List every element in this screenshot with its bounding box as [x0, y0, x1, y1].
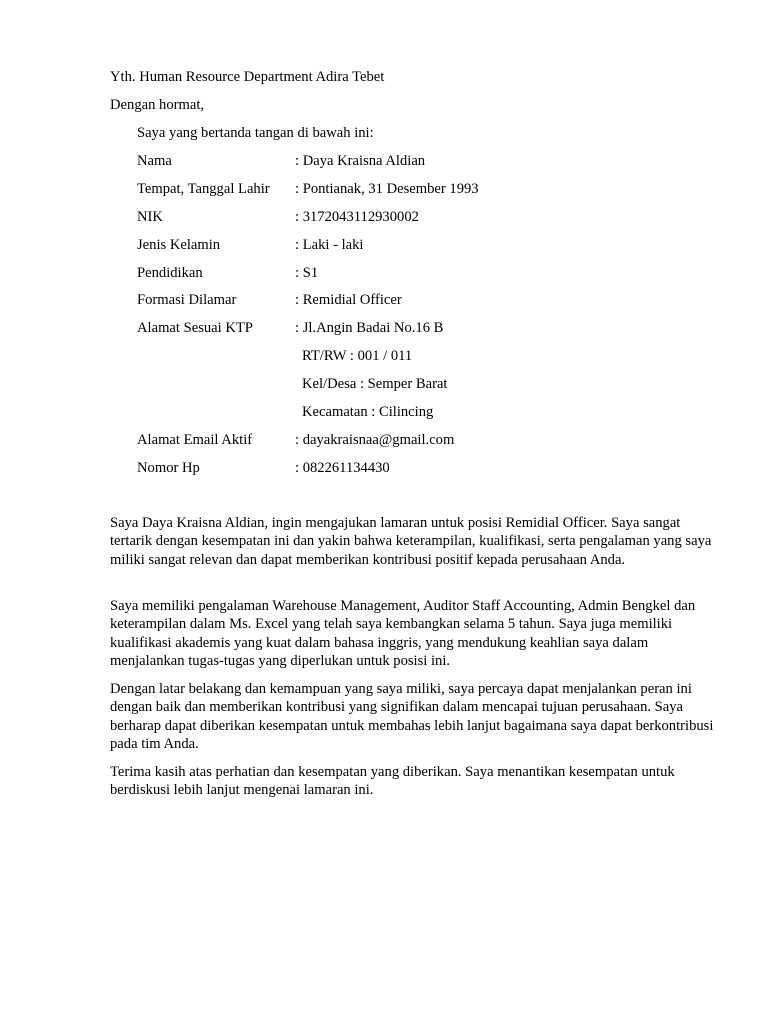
field-value: : dayakraisnaa@gmail.com [295, 432, 455, 448]
field-label: Nama [137, 153, 172, 169]
field-value: : Pontianak, 31 Desember 1993 [295, 181, 479, 197]
field-label: Alamat Email Aktif [137, 432, 253, 448]
field-label: Alamat Sesuai KTP [137, 320, 253, 336]
field-label: Jenis Kelamin [137, 237, 221, 253]
field-value: : Jl.Angin Badai No.16 B [295, 320, 444, 336]
paragraph-background: Dengan latar belakang dan kemampuan yang saya miliki, saya percaya dapat menjalankan peran ini dengan baik dan memberikan kontribusi yang signifikan dalam mencapai tujuan perusahaan. Saya berharap dapat diberikan kesempatan untuk membahas lebih lanjut bagaimana saya dapat berkontribusi pada tim Anda. [110, 681, 714, 753]
field-value: : Laki - laki [295, 237, 364, 253]
paragraph-closing: Terima kasih atas perhatian dan kesempatan yang diberikan. Saya menantikan kesempatan untuk berdiskusi lebih lanjut mengenai lamaran ini. [110, 764, 675, 799]
field-label: Pendidikan [137, 265, 203, 281]
field-value: : Remidial Officer [295, 292, 402, 308]
field-label: Tempat, Tanggal Lahir [137, 181, 270, 197]
field-value: : 082261134430 [295, 460, 390, 476]
field-label: Formasi Dilamar [137, 292, 237, 308]
field-label: Nomor Hp [137, 460, 200, 476]
field-value: : Daya Kraisna Aldian [295, 153, 426, 169]
intro-line: Saya yang bertanda tangan di bawah ini: [137, 125, 374, 141]
field-label: NIK [137, 209, 163, 225]
recipient-line: Yth. Human Resource Department Adira Tebet [110, 69, 385, 85]
greeting: Dengan hormat, [110, 97, 205, 113]
address-kel-desa: Kel/Desa : Semper Barat [302, 376, 448, 392]
field-value: : 3172043112930002 [295, 209, 419, 225]
paragraph-experience: Saya memiliki pengalaman Warehouse Management, Auditor Staff Accounting, Admin Bengkel dan keterampilan dalam Ms. Excel yang telah saya kembangkan selama 5 tahun. Saya juga memiliki kualifikasi akademis yang kuat dalam bahasa inggris, yang mendukung keahlian saya dalam menjalankan tugas-tugas yang diperlukan untuk posisi ini. [110, 598, 696, 670]
paragraph-application: Saya Daya Kraisna Aldian, ingin mengajukan lamaran untuk posisi Remidial Officer. Saya sangat tertarik dengan kesempatan ini dan yakin bahwa keterampilan, kualifikasi, serta pengalaman yang saya miliki sangat relevan dan dapat memberikan kontribusi positif kepada perusahaan Anda. [110, 515, 712, 568]
field-value: : S1 [295, 265, 319, 281]
address-rt-rw: RT/RW : 001 / 011 [302, 348, 413, 364]
address-kecamatan: Kecamatan : Cilincing [302, 404, 434, 420]
